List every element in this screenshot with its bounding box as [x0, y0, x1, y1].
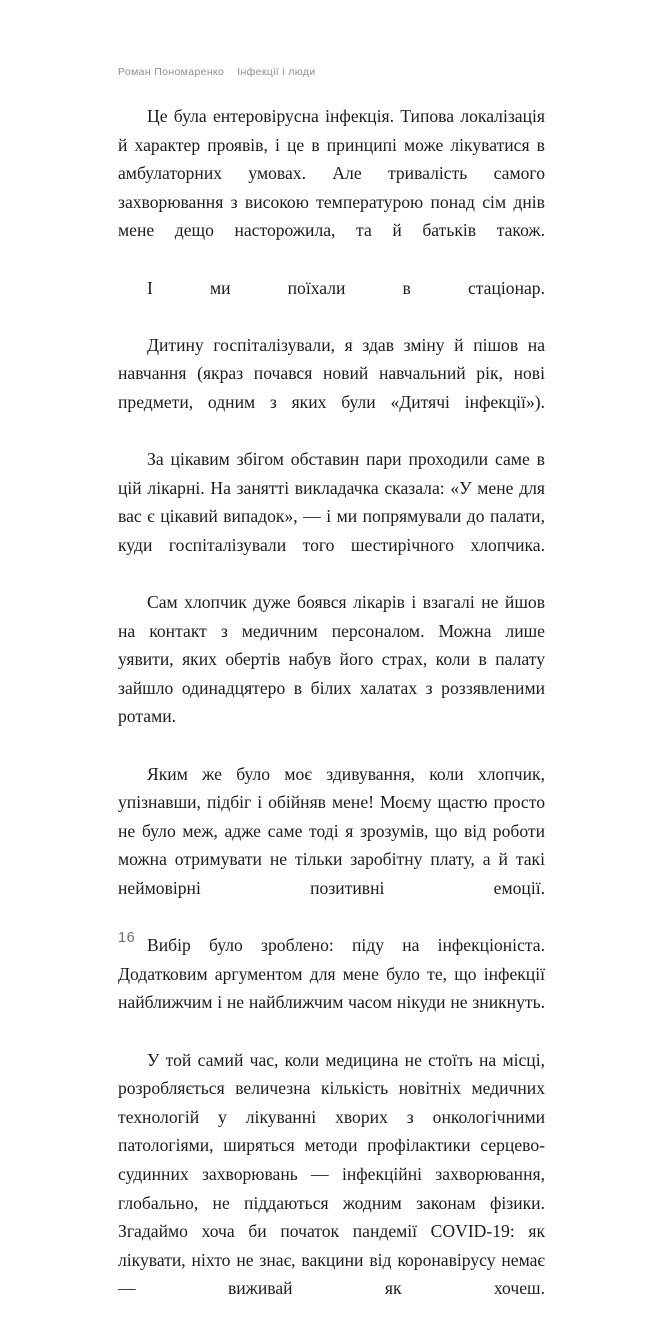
- page-number: 16: [118, 930, 136, 946]
- running-head: [118, 66, 315, 78]
- paragraph: Вибір було зроблено: піду на інфекціоніста. Додатковим аргументом для мене було те, що інфекції найближчим і не найближчим часом нікуди не зникнуть.: [118, 935, 545, 1013]
- paragraph: За цікавим збігом обставин пари проходили саме в цій лікарні. На занятті викладачка сказала: «У мене для вас є цікавий випадок», — і ми попрямували до палати, куди госпіталізували того шестирічного хлопчика.: [118, 449, 545, 555]
- paragraph: У той самий час, коли медицина не стоїть на місці, розробляється величезна кількість новітніх медичних технологій у лікуванні хворих з онкологічними патологіями, ширяться методи профілактики серцево-судинних захворювань — інфекційні захворювання, глобально, не піддаються жодним законам фізики. Згадаймо хоча би початок пандемії COVID-19: як лікувати, ніхто не знає, вакцини від коронавірусу немає — виживай як хочеш.: [118, 1049, 545, 1299]
- running-head-author: Роман Пономаренко: [118, 66, 225, 78]
- body-text-column: [118, 102, 545, 1332]
- paragraph: Дитину госпіталізували, я здав зміну й пішов на навчання (якраз почався новий навчальний рік, нові предмети, одним з яких були «Дитячі інфекції»).: [118, 334, 545, 412]
- paragraph: Сам хлопчик дуже боявся лікарів і взагалі не йшов на контакт з медичним персоналом. Можна лише уявити, яких обертів набув його страх, коли в палату зайшло одинадцятеро в білих халатах з роззявленими ротами.: [118, 592, 545, 727]
- paragraph: І ми поїхали в стаціонар.: [147, 277, 545, 298]
- paragraph: Яким же було моє здивування, коли хлопчик, упізнавши, підбіг і обійняв мене! Моєму щастю просто не було меж, адже саме тоді я зрозумів, що від роботи можна отримувати не тільки заробітну плату, а й такі неймовірні позитивні емоції.: [118, 763, 545, 899]
- paragraph: Це була ентеровірусна інфекція. Типова локалізація й характер проявів, і це в принципі може лікуватися в амбулаторних умовах. Але тривалість самого захворювання з високою температурою понад сім днів мене дещо насторожила, та й батьків також.: [118, 106, 545, 241]
- running-head-title: Інфекції і люди: [237, 66, 316, 78]
